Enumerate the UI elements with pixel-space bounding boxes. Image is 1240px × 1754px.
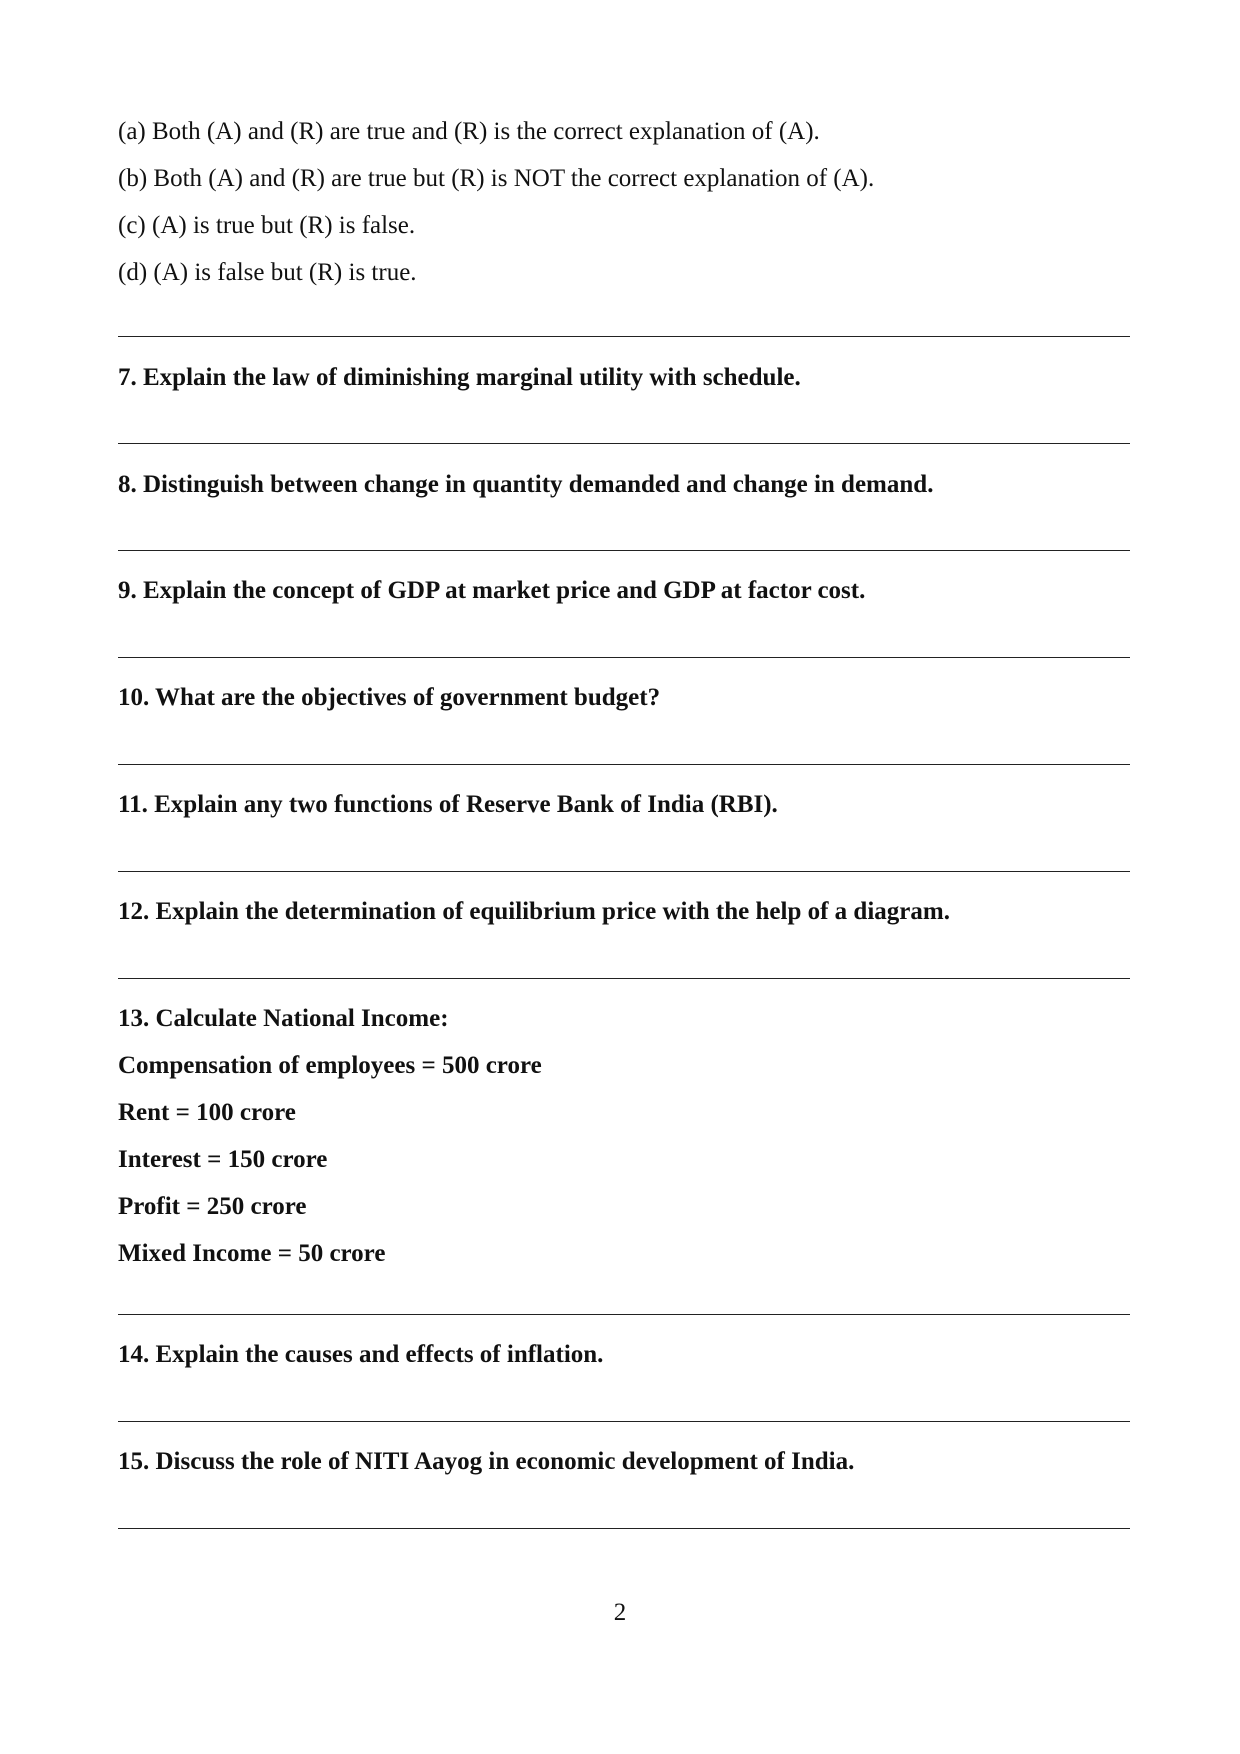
divider bbox=[118, 550, 1130, 551]
option-c: (c) (A) is true but (R) is false. bbox=[118, 212, 416, 239]
q13-item-compensation: Compensation of employees = 500 crore bbox=[118, 1052, 542, 1079]
question-7: 7. Explain the law of diminishing marginal utility with schedule. bbox=[118, 364, 801, 391]
question-10: 10. What are the objectives of government budget? bbox=[118, 684, 661, 711]
option-b: (b) Both (A) and (R) are true but (R) is NOT the correct explanation of (A). bbox=[118, 165, 875, 192]
divider bbox=[118, 1314, 1130, 1315]
question-9: 9. Explain the concept of GDP at market price and GDP at factor cost. bbox=[118, 577, 866, 604]
option-d: (d) (A) is false but (R) is true. bbox=[118, 259, 417, 286]
page-number: 2 bbox=[613, 1599, 627, 1626]
q13-item-rent: Rent = 100 crore bbox=[118, 1099, 296, 1126]
divider bbox=[118, 1421, 1130, 1422]
divider bbox=[118, 764, 1130, 765]
question-15: 15. Discuss the role of NITI Aayog in economic development of India. bbox=[118, 1448, 855, 1475]
question-8: 8. Distinguish between change in quantity demanded and change in demand. bbox=[118, 471, 934, 498]
question-12: 12. Explain the determination of equilibrium price with the help of a diagram. bbox=[118, 898, 950, 925]
divider bbox=[118, 336, 1130, 337]
q13-item-profit: Profit = 250 crore bbox=[118, 1193, 307, 1220]
question-11: 11. Explain any two functions of Reserve Bank of India (RBI). bbox=[118, 791, 778, 818]
divider bbox=[118, 657, 1130, 658]
q13-item-mixed-income: Mixed Income = 50 crore bbox=[118, 1240, 386, 1267]
divider bbox=[118, 1528, 1130, 1529]
question-13-title: 13. Calculate National Income: bbox=[118, 1005, 449, 1032]
option-a: (a) Both (A) and (R) are true and (R) is the correct explanation of (A). bbox=[118, 118, 820, 145]
question-14: 14. Explain the causes and effects of inflation. bbox=[118, 1341, 604, 1368]
divider bbox=[118, 871, 1130, 872]
q13-item-interest: Interest = 150 crore bbox=[118, 1146, 328, 1173]
divider bbox=[118, 978, 1130, 979]
divider bbox=[118, 443, 1130, 444]
